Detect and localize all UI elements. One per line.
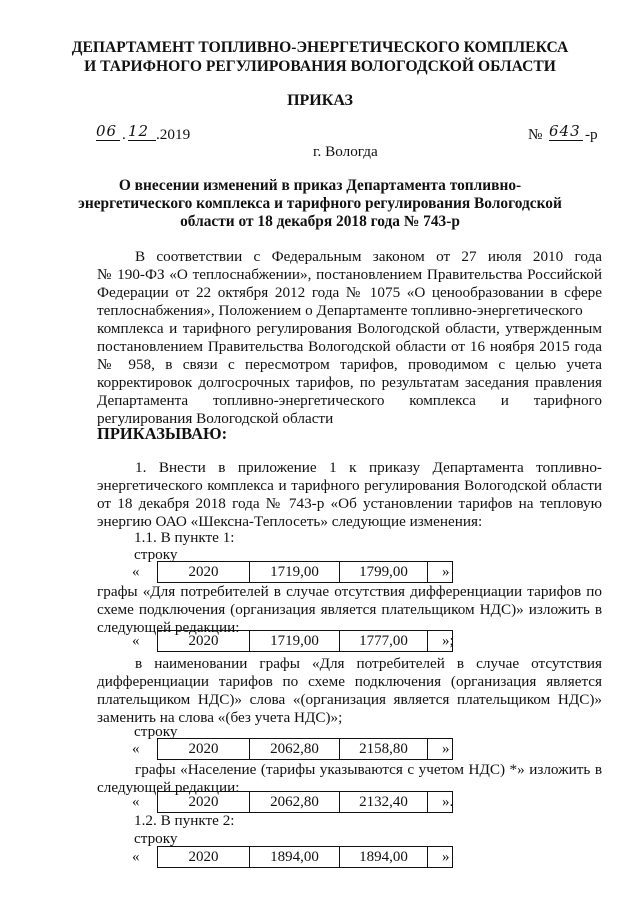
preamble-line-3: Федерации от 22 октября 2012 года № 1075 «О ценообразовании в сфере (97, 284, 602, 301)
title-line2: энергетического комплекса и тарифного регулирования Вологодской (78, 195, 562, 212)
text-b-line-3: плательщиком НДС)» слова «(организация является плательщиком НДС)» (97, 691, 602, 708)
cell-value-2: 2158,80 (340, 738, 428, 760)
title-line3: области от 18 декабря 2018 года № 743-р (180, 213, 460, 230)
number-value: 643 (549, 122, 583, 141)
text-b-line-2: дифференциации тарифов по схеме подключения (организация является (97, 673, 602, 690)
text-b-line-4: заменить на слова «(без учета НДС)»; (97, 709, 343, 726)
cell-year: 2020 (157, 791, 250, 813)
cell-value-1: 2062,80 (250, 791, 340, 813)
cell-value-1: 1719,00 (250, 561, 340, 583)
close-quote: » (442, 564, 450, 580)
preamble-line-1: В соответствии с Федеральным законом от 27 июля 2010 года (135, 248, 602, 265)
cell-year: 2020 (157, 846, 250, 868)
document-type: ПРИКАЗ (287, 92, 353, 109)
item1-line-4: энергию ОАО «Шексна-Теплосеть» следующие изменения: (97, 513, 483, 530)
preamble-line-2: № 190-ФЗ «О теплоснабжении», постановлением Правительства Российской (97, 266, 602, 283)
city: г. Вологда (313, 143, 378, 160)
date-year: .2019 (156, 126, 191, 143)
number-suffix: -р (585, 126, 598, 143)
close-quote: » (442, 849, 450, 865)
item1-line-2: энергетического комплекса и тарифного регулирования Вологодской области (97, 477, 602, 494)
open-quote: « (132, 633, 140, 649)
open-quote: « (132, 794, 140, 810)
text-b-line-1: в наименовании графы «Для потребителей в случае отсутствия (135, 655, 602, 672)
close-quote: » (442, 741, 450, 757)
open-quote: « (132, 564, 140, 580)
department-name-line1: ДЕПАРТАМЕНТ ТОПЛИВНО-ЭНЕРГЕТИЧЕСКОГО КОМПЛЕКСА (71, 39, 569, 56)
title-line1: О внесении изменений в приказ Департамента топливно- (118, 177, 522, 194)
number-sign: № (528, 126, 543, 143)
preamble-line-9: Департамента топливно-энергетического комплекса и тарифного (97, 392, 602, 409)
cell-year: 2020 (157, 738, 250, 760)
item1-line-3: от 18 декабря 2018 года № 743-р «Об установлении тарифов на тепловую (97, 495, 602, 512)
order-date (96, 122, 236, 146)
word-row-1: строку (134, 546, 178, 563)
cell-value-2: 1799,00 (340, 561, 428, 583)
order-word: ПРИКАЗЫВАЮ: (97, 424, 228, 443)
open-quote: « (132, 741, 140, 757)
open-quote: « (132, 849, 140, 865)
text-a-line-2: схеме подключения (организация является плательщиком НДС)» изложить в (97, 601, 602, 618)
subitem-1-1: 1.1. В пункте 1: (134, 529, 235, 546)
preamble-line-5: комплекса и тарифного регулирования Вологодской области, утвержденным (97, 320, 602, 337)
date-day: 06 (96, 122, 120, 141)
subitem-1-2: 1.2. В пункте 2: (134, 812, 235, 829)
preamble-line-10: регулирования Вологодской области (97, 410, 334, 427)
department-name-line2: И ТАРИФНОГО РЕГУЛИРОВАНИЯ ВОЛОГОДСКОЙ ОБЛАСТИ (84, 58, 556, 75)
item1-line-1: 1. Внести в приложение 1 к приказу Департамента топливно- (135, 459, 602, 476)
close-quote: ». (442, 794, 454, 810)
cell-value-2: 1777,00 (340, 630, 428, 652)
text-a-line-3: следующей редакции: (97, 619, 240, 636)
close-quote: »; (442, 633, 454, 649)
cell-year: 2020 (157, 561, 250, 583)
preamble-line-6: постановлением Правительства Вологодской области от 16 ноября 2015 года (97, 338, 602, 355)
cell-value-2: 1894,00 (340, 846, 428, 868)
cell-value-1: 1719,00 (250, 630, 340, 652)
cell-value-1: 2062,80 (250, 738, 340, 760)
text-c-line-1: графы «Население (тарифы указываются с учетом НДС) *» изложить в (135, 761, 602, 778)
cell-value-1: 1894,00 (250, 846, 340, 868)
date-month: 12 (128, 122, 156, 141)
word-row-2: строку (134, 723, 178, 740)
cell-value-2: 2132,40 (340, 791, 428, 813)
text-c-line-2: следующей редакции: (97, 779, 240, 796)
word-row-3: строку (134, 830, 178, 847)
cell-year: 2020 (157, 630, 250, 652)
order-number (528, 122, 608, 146)
preamble-line-8: корректировок долгосрочных тарифов, по результатам заседания правления (97, 374, 602, 391)
preamble-line-4: теплоснабжения», Положением о Департаменте топливно-энергетического (97, 302, 583, 319)
preamble-line-7: № 958, в связи с пересмотром тарифов, проводимом с целью учета (97, 356, 602, 373)
text-a-line-1: графы «Для потребителей в случае отсутствия дифференциации тарифов по (97, 583, 602, 600)
date-separator: . (122, 126, 126, 143)
